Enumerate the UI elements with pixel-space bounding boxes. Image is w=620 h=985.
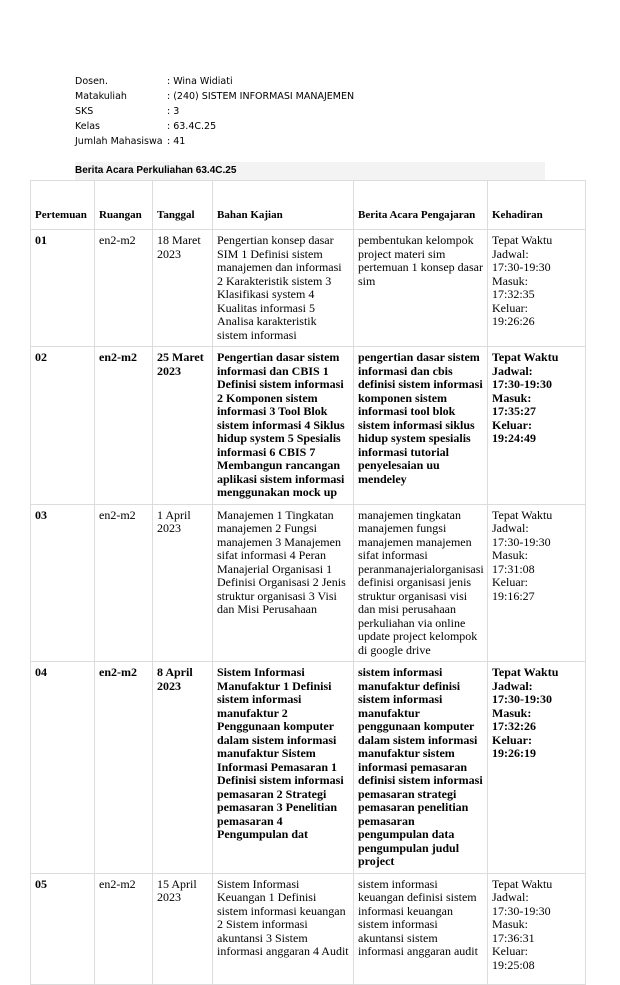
- attendance-jadwal-time: 17:30-19:30: [492, 534, 551, 549]
- table-row: [31, 347, 586, 505]
- info-kelas: [75, 119, 354, 134]
- cell-kehadiran: [488, 347, 586, 505]
- attendance-jadwal-time: 17:30-19:30: [492, 377, 552, 391]
- attendance-jadwal-time: 17:30-19:30: [492, 903, 551, 918]
- cell-berita-acara: pengertian dasar sistem informasi dan cbis definisi sistem informasi komponen sistem informasi tool blok sistem informasi siklus hidup system spesialis informasi tutorial penyelesaian uu mendeley: [354, 347, 488, 505]
- info-value: : (240) SISTEM INFORMASI MANAJEMEN: [167, 91, 355, 102]
- cell-bahan-kajian: Pengertian konsep dasar SIM 1 Definisi sistem manajemen dan informasi 2 Karakteristik sistem 3 Klasifikasi system 4 Kualitas informasi 5 Analisa karakteristik sistem informasi: [213, 230, 354, 347]
- cell-pertemuan: 01: [31, 230, 95, 347]
- attendance-keluar-label: Keluar:: [492, 944, 528, 958]
- cell-berita-acara: sistem informasi manufaktur definisi sistem informasi manufaktur penggunaan komputer dalam sistem informasi manufaktur sistem informasi pemasaran definisi sistem informasi pemasaran strategi pemasaran penelitian pemasaran pengumpulan data pengumpulan judul project: [354, 662, 488, 874]
- cell-bahan-kajian: Pengertian dasar sistem informasi dan CBIS 1 Definisi sistem informasi 2 Komponen sistem informasi 3 Tool Blok sistem informasi 4 Siklus hidup system 5 Spesialis informasi 6 CBIS 7 Membangun rancangan aplikasi sistem informasi menggunakan mock up: [213, 347, 354, 505]
- attendance-keluar-time: 19:24:49: [492, 431, 536, 445]
- cell-bahan-kajian: Sistem Informasi Manufaktur 1 Definisi sistem informasi manufaktur 2 Penggunaan komputer dalam sistem informasi manufaktur Sistem Informasi Pemasaran 1 Definisi sistem informasi pemasaran 2 Strategi pemasaran 3 Penelitian pemasaran 4 Pengumpulan dat: [213, 662, 354, 874]
- info-value: : Wina Widiati: [167, 76, 233, 87]
- attendance-jadwal-label: Jadwal:: [492, 246, 529, 261]
- attendance-keluar-label: Keluar:: [492, 417, 532, 432]
- cell-berita-acara: manajemen tingkatan manajemen fungsi manajemen manajemen sifat informasi peranmanajerialorganisasi definisi organisasi jenis struktur organisasi visi dan misi perusahaan perkuliahan via online update project kelompok di google drive: [354, 504, 488, 662]
- header-berita-acara: Berita Acara Pengajaran: [354, 181, 488, 230]
- attendance-status: Tepat Waktu: [492, 507, 553, 522]
- attendance-table: [30, 180, 586, 985]
- info-value: : 41: [167, 136, 186, 147]
- cell-bahan-kajian: Sistem Informasi Keuangan 1 Definisi sistem informasi keuangan 2 Sistem informasi akuntansi 3 Sistem informasi anggaran 4 Audit: [213, 873, 354, 984]
- info-sks: [75, 104, 354, 119]
- cell-pertemuan: 05: [31, 873, 95, 984]
- header-kehadiran: Kehadiran: [488, 181, 586, 230]
- attendance-jadwal-label: Jadwal:: [492, 890, 529, 904]
- attendance-masuk-time: 17:32:35: [492, 287, 535, 301]
- cell-kehadiran: [488, 873, 586, 984]
- header-ruangan: Ruangan: [95, 181, 153, 230]
- cell-ruangan: en2-m2: [95, 230, 153, 347]
- info-value: : 63.4C.25: [167, 121, 217, 132]
- info-dosen: [75, 74, 354, 89]
- attendance-keluar-label: Keluar:: [492, 732, 532, 747]
- table-row: [31, 504, 586, 662]
- attendance-jadwal-label: Jadwal:: [492, 363, 533, 378]
- cell-tanggal: 15 April 2023: [153, 873, 213, 984]
- attendance-masuk-time: 17:32:26: [492, 719, 536, 733]
- header-tanggal: Tanggal: [153, 181, 213, 230]
- attendance-masuk-time: 17:36:31: [492, 930, 535, 945]
- cell-ruangan: en2-m2: [95, 662, 153, 874]
- attendance-keluar-label: Keluar:: [492, 575, 528, 589]
- attendance-masuk-label: Masuk:: [492, 390, 532, 405]
- attendance-jadwal-label: Jadwal:: [492, 521, 529, 535]
- attendance-masuk-time: 17:31:08: [492, 561, 535, 576]
- attendance-status: Tepat Waktu: [492, 876, 553, 891]
- cell-pertemuan: 04: [31, 662, 95, 874]
- attendance-status: Tepat Waktu: [492, 233, 553, 247]
- cell-ruangan: en2-m2: [95, 504, 153, 662]
- course-info: [75, 74, 354, 149]
- info-label: Kelas: [75, 121, 101, 132]
- info-matakuliah: [75, 89, 354, 104]
- attendance-masuk-label: Masuk:: [492, 548, 528, 562]
- attendance-keluar-time: 19:25:08: [492, 957, 535, 972]
- table-caption: Berita Acara Perkuliahan 63.4C.25: [75, 162, 545, 180]
- attendance-masuk-label: Masuk:: [492, 273, 528, 288]
- cell-bahan-kajian: Manajemen 1 Tingkatan manajemen 2 Fungsi manajemen 3 Manajemen sifat informasi 4 Peran Manajerial Organisasi 1 Definisi Organisasi 2 Jenis struktur organisasi 3 Visi dan Misi Perusahaan: [213, 504, 354, 662]
- attendance-keluar-time: 19:26:26: [492, 314, 535, 328]
- attendance-status: Tepat Waktu: [492, 665, 559, 679]
- table-row: [31, 662, 586, 874]
- cell-kehadiran: [488, 230, 586, 347]
- info-label: Jumlah Mahasiswa: [75, 136, 163, 147]
- attendance-masuk-time: 17:35:27: [492, 404, 536, 418]
- table-row: [31, 230, 586, 347]
- header-pertemuan: Pertemuan: [31, 181, 95, 230]
- info-value: : 3: [167, 106, 180, 117]
- attendance-jadwal-label: Jadwal:: [492, 678, 533, 693]
- cell-berita-acara: pembentukan kelompok project materi sim pertemuan 1 konsep dasar sim: [354, 230, 488, 347]
- header-bahan-kajian: Bahan Kajian: [213, 181, 354, 230]
- cell-tanggal: 25 Maret 2023: [153, 347, 213, 505]
- attendance-keluar-label: Keluar:: [492, 300, 528, 315]
- attendance-masuk-label: Masuk:: [492, 705, 532, 720]
- attendance-keluar-time: 19:26:19: [492, 746, 536, 760]
- cell-ruangan: en2-m2: [95, 347, 153, 505]
- attendance-status: Tepat Waktu: [492, 350, 559, 364]
- table-row: [31, 873, 586, 984]
- cell-ruangan: en2-m2: [95, 873, 153, 984]
- attendance-jadwal-time: 17:30-19:30: [492, 260, 551, 274]
- info-label: SKS: [75, 106, 94, 117]
- cell-pertemuan: 03: [31, 504, 95, 662]
- attendance-masuk-label: Masuk:: [492, 917, 528, 931]
- cell-berita-acara: sistem informasi keuangan definisi sistem informasi keuangan sistem informasi akuntansi sistem informasi anggaran audit: [354, 873, 488, 984]
- cell-tanggal: 1 April 2023: [153, 504, 213, 662]
- attendance-keluar-time: 19:16:27: [492, 588, 535, 603]
- cell-tanggal: 8 April 2023: [153, 662, 213, 874]
- cell-pertemuan: 02: [31, 347, 95, 505]
- attendance-jadwal-time: 17:30-19:30: [492, 692, 552, 706]
- table-header-row: [31, 181, 586, 230]
- cell-kehadiran: [488, 662, 586, 874]
- cell-tanggal: 18 Maret 2023: [153, 230, 213, 347]
- info-jumlah: [75, 134, 354, 149]
- cell-kehadiran: [488, 504, 586, 662]
- info-label: Dosen.: [75, 76, 108, 87]
- info-label: Matakuliah: [75, 91, 127, 102]
